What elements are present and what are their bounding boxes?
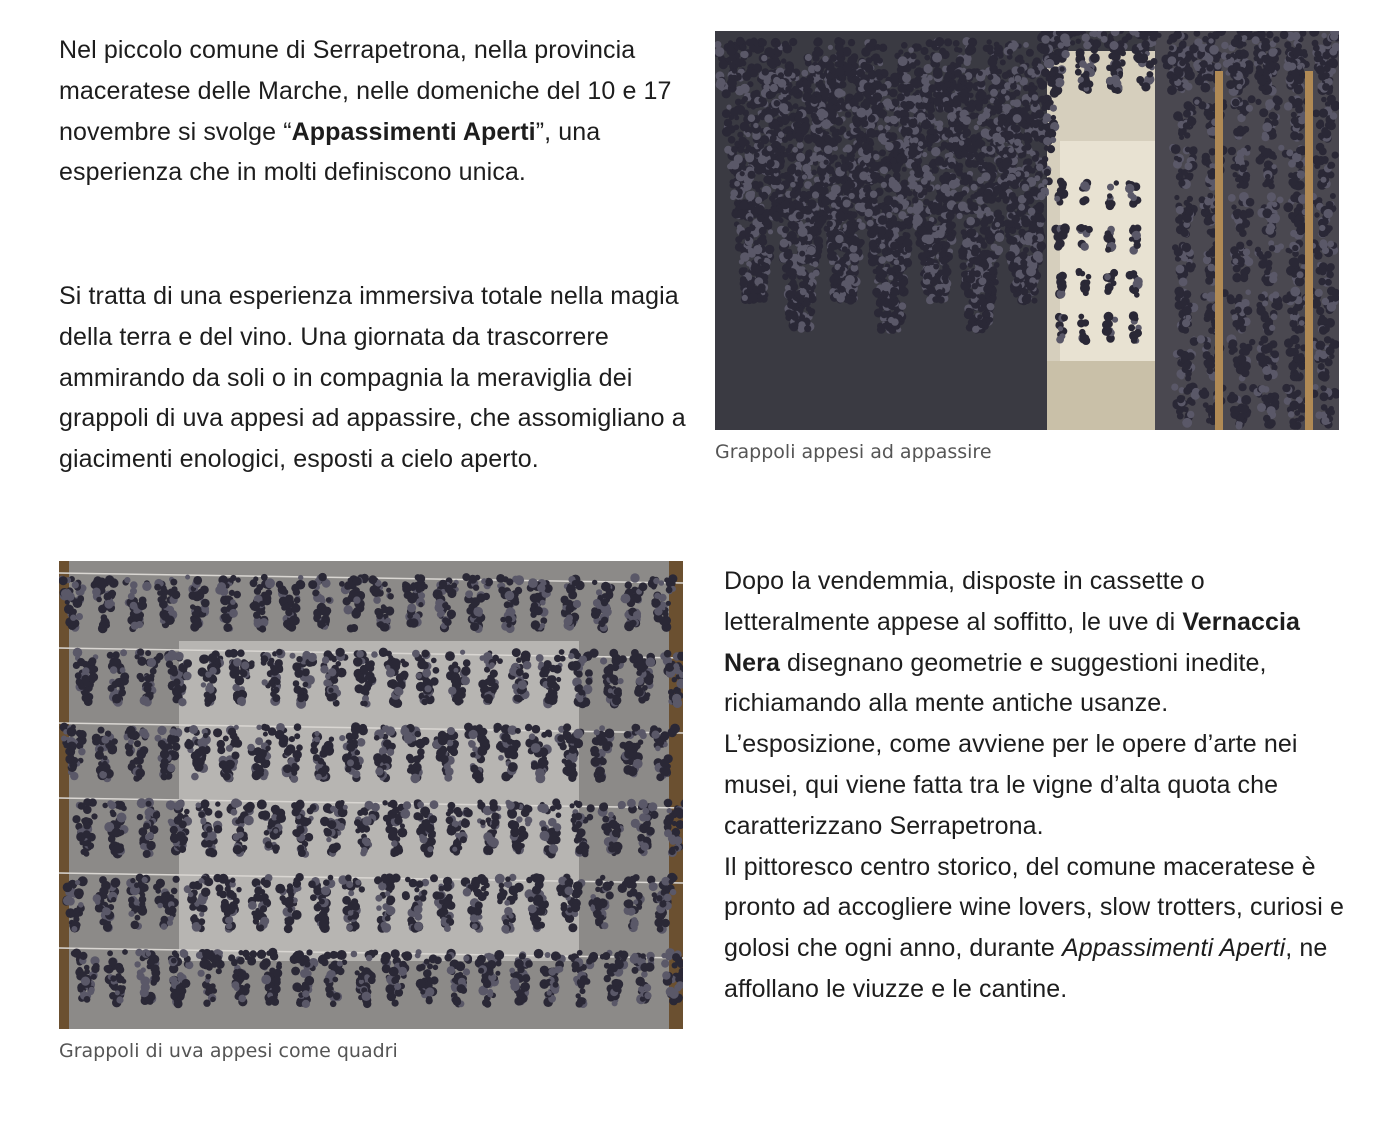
photo1-caption: Grappoli appesi ad appassire xyxy=(715,441,992,463)
intro-text-before: Nel piccolo comune di Serrapetrona, nella provincia maceratese delle Marche, nelle domeniche del 10 e 17 novembre si svolge “ xyxy=(59,36,672,146)
grape-bunches-rows-photo xyxy=(59,561,683,1029)
vernaccia-paragraph xyxy=(724,561,1344,1010)
vernaccia-nera-bold: Vernaccia Nera xyxy=(724,607,1301,677)
historic-center-text-after: , ne affollano le viuzze e le cantine. xyxy=(724,934,1328,1003)
vernaccia-text-mid: disegnano geometrie e suggestioni inedite, richiamando alla mente antiche usanze. xyxy=(724,648,1267,718)
intro-paragraph xyxy=(59,30,699,193)
exhibition-text: L’esposizione, come avviene per le opere d’arte nei musei, qui viene fatta tra le vigne d’alta quota che caratterizzano Serrapetrona. xyxy=(724,730,1298,840)
experience-paragraph: Si tratta di una esperienza immersiva totale nella magia della terra e del vino. Una giornata da trascorrere ammirando da soli o in compagnia la meraviglia dei grappoli di uva appesi ad appassire, che assomigliano a giacimenti enologici, esposti a cielo aperto. xyxy=(59,282,686,474)
vernaccia-text-before: Dopo la vendemmia, disposte in cassette o letteralmente appese al soffitto, le uve di xyxy=(724,567,1205,636)
intro-text-after: ”, una esperienza che in molti definiscono unica. xyxy=(59,117,601,187)
photo2-caption: Grappoli di uva appesi come quadri xyxy=(59,1040,398,1062)
hanging-grapes-cellar-photo xyxy=(715,31,1339,430)
event-name-italic: Appassimenti Aperti xyxy=(1061,934,1286,963)
event-name-bold: Appassimenti Aperti xyxy=(291,117,536,146)
historic-center-text-before: Il pittoresco centro storico, del comune maceratese è pronto ad accogliere wine lovers, slow trotters, curiosi e golosi che ogni anno, durante xyxy=(724,852,1344,963)
